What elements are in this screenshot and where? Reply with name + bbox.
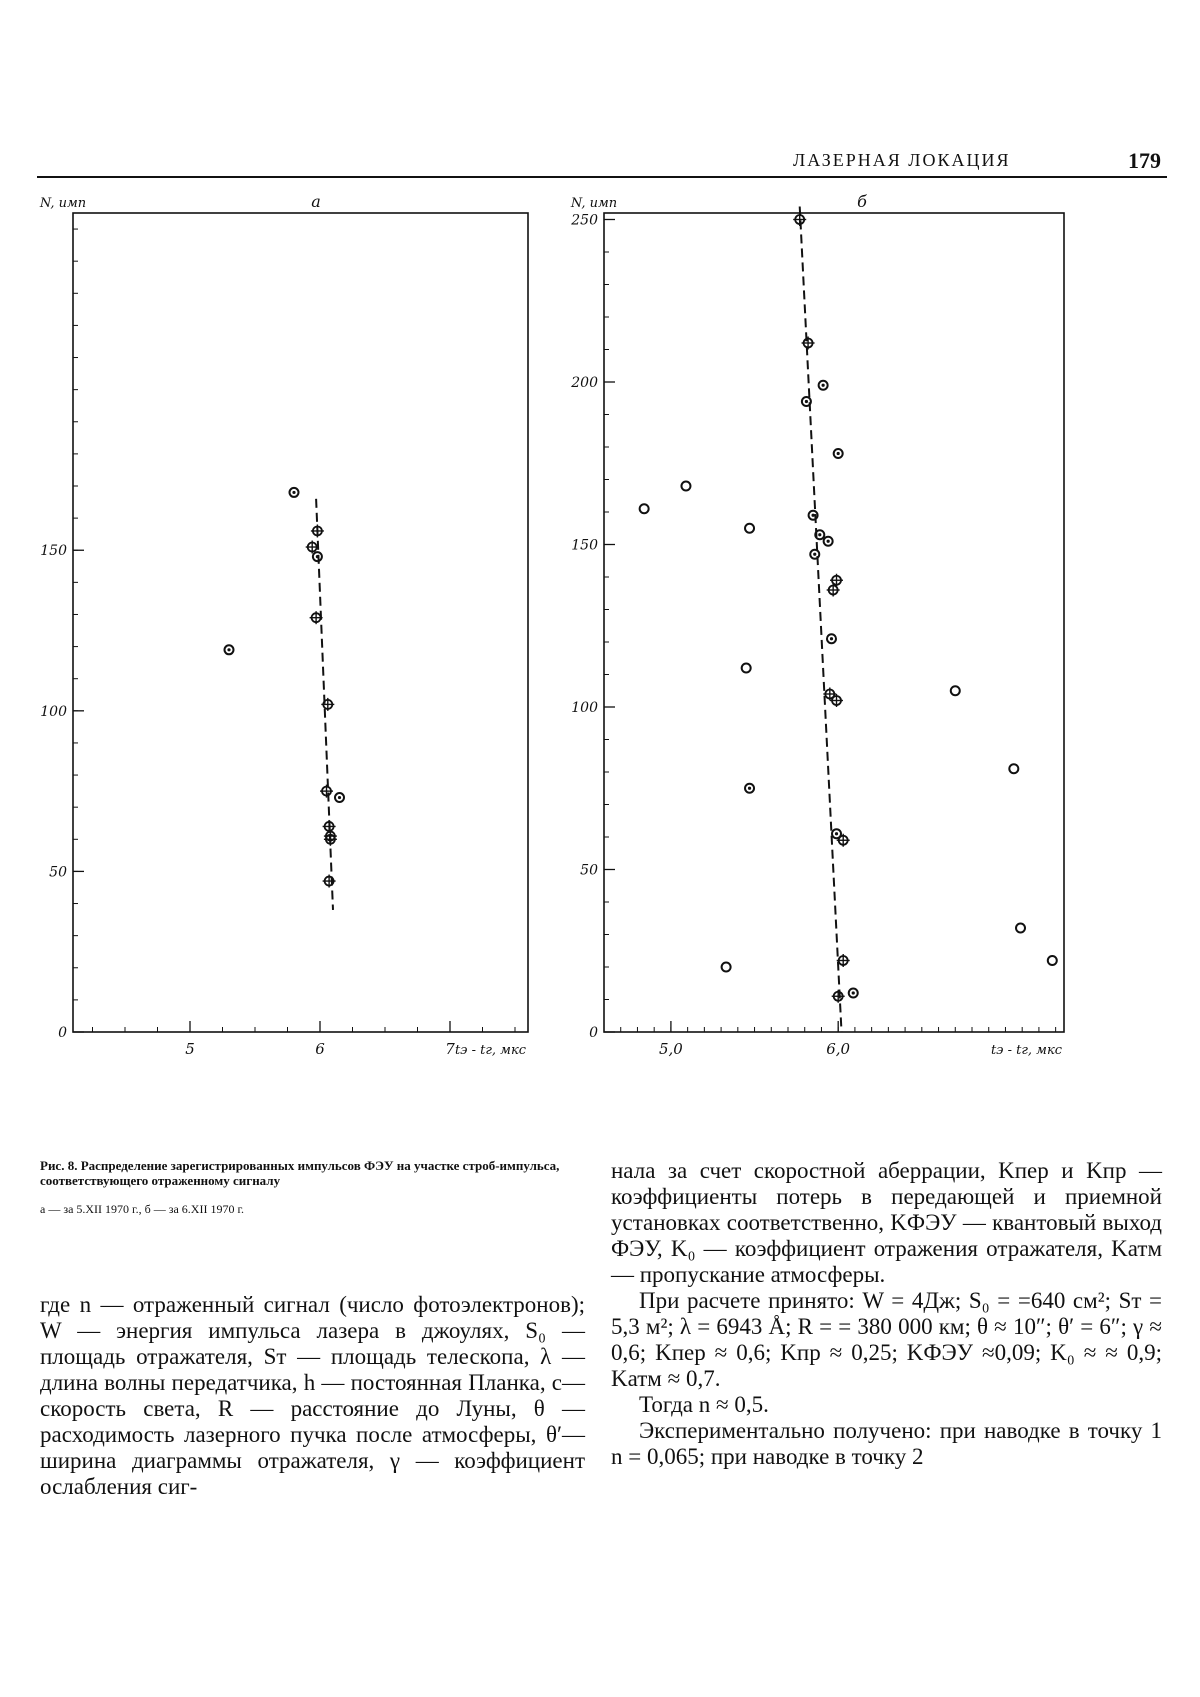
data-point-open-circle: [1048, 956, 1057, 965]
x-axis-label: tэ - tг, мкс: [454, 1043, 526, 1058]
data-point-open-circle: [1016, 924, 1025, 933]
right-paragraph-4: Экспериментально получено: при наводке в точку 1 n = 0,065; при наводке в точку 2: [611, 1418, 1162, 1469]
x-tick-label: 5: [185, 1040, 195, 1058]
running-head: [0, 148, 1200, 178]
data-point-open-circle: [742, 664, 751, 673]
figure-caption: [40, 1158, 585, 1217]
y-tick-label: 250: [571, 212, 598, 229]
data-point-crossed-circle: [837, 834, 850, 847]
y-tick-label: 0: [589, 1025, 598, 1041]
data-point-crossed-circle: [321, 698, 334, 711]
panel-label: б: [857, 192, 867, 211]
x-tick-label: 6,0: [826, 1040, 851, 1058]
y-axis-label: N, имп: [570, 196, 618, 211]
caption-sub: а — за 5.XII 1970 г., б — за 6.XII 1970 г.: [40, 1202, 245, 1216]
plot-frame: [604, 213, 1064, 1032]
data-point-dotted-circle: [225, 645, 234, 654]
data-point-dotted-circle: [819, 381, 828, 390]
y-tick-label: 150: [571, 537, 598, 554]
y-tick-label: 100: [571, 700, 598, 716]
y-tick-label: 50: [49, 864, 67, 881]
fit-line: [800, 207, 842, 1033]
data-point-crossed-circle: [323, 875, 336, 888]
chart-b: [570, 192, 1160, 1150]
y-tick-label: 200: [571, 375, 598, 391]
data-point-dotted-circle: [802, 397, 811, 406]
x-tick-label: 7: [445, 1040, 455, 1058]
data-point-dotted-circle: [849, 989, 858, 998]
chart-a: [39, 192, 590, 1150]
data-point-open-circle: [1009, 764, 1018, 773]
header-rule: [37, 176, 1167, 178]
page-number: 179: [1128, 148, 1161, 173]
y-axis-label: N, имп: [39, 196, 87, 211]
data-point-crossed-circle: [802, 337, 815, 350]
data-point-dotted-circle: [834, 449, 843, 458]
y-tick-label: 150: [40, 543, 67, 560]
data-point-dotted-circle: [313, 552, 322, 561]
data-point-crossed-circle: [830, 694, 843, 707]
data-point-open-circle: [640, 504, 649, 513]
data-point-dotted-circle: [745, 784, 754, 793]
data-point-dotted-circle: [810, 550, 819, 559]
running-title: ЛАЗЕРНАЯ ЛОКАЦИЯ: [793, 150, 1011, 170]
left-paragraph: где n — отраженный сигнал (число фотоэлектронов); W — энергия импульса лазера в джоулях, S₀ — площадь отражателя, Sт — площадь телескопа, λ — длина волны передатчика, h — постоянная Планка, c— скорость света, R — расстояние до Луны, θ — расходимость лазерного пучка после атмосферы, θ′— ширина диаграммы отражателя, γ — коэффициент ослабления сиг-: [40, 1292, 585, 1499]
body-text-right: [611, 1158, 1162, 1470]
data-point-crossed-circle: [311, 524, 324, 537]
data-point-crossed-circle: [832, 990, 845, 1003]
data-point-open-circle: [722, 963, 731, 972]
caption-main: Рис. 8. Распределение зарегистрированных импульсов ФЭУ на участке строб-импульса, соответствующего отраженному сигналу: [40, 1158, 560, 1188]
y-tick-label: 100: [40, 703, 67, 720]
body-text-left: [40, 1292, 585, 1500]
panel-label: а: [311, 192, 321, 211]
x-axis-label: tэ - tг, мкс: [990, 1043, 1062, 1058]
right-paragraph-3: Тогда n ≈ 0,5.: [639, 1392, 769, 1417]
y-tick-label: 50: [580, 862, 598, 879]
plot-frame: [73, 213, 528, 1032]
data-point-dotted-circle: [832, 829, 841, 838]
data-point-crossed-circle: [320, 785, 333, 798]
data-point-open-circle: [681, 482, 690, 491]
x-tick-label: 5,0: [658, 1040, 683, 1058]
data-point-dotted-circle: [824, 537, 833, 546]
data-point-dotted-circle: [290, 488, 299, 497]
x-tick-label: 6: [315, 1040, 325, 1058]
data-point-dotted-circle: [827, 634, 836, 643]
y-tick-label: 0: [58, 1025, 67, 1041]
data-point-open-circle: [951, 686, 960, 695]
data-point-crossed-circle: [793, 213, 806, 226]
right-paragraph-1: нала за счет скоростной аберрации, Kпер и Kпр — коэффициенты потерь в передающей и приемной установках соответственно, KФЭУ — квантовый выход ФЭУ, K₀ — коэффициент отражения отражателя, Kатм — пропускание атмосферы.: [611, 1158, 1162, 1287]
data-point-open-circle: [745, 524, 754, 533]
right-paragraph-2: При расчете принято: W = 4Дж; S₀ = =640 см²; Sт = 5,3 м²; λ = 6943 Å; R = = 380 000 км; θ ≈ 10″; θ′ = 6″; γ ≈ 0,6; Kпер ≈ 0,6; Kпр ≈ 0,25; KФЭУ ≈0,09; K₀ ≈ ≈ 0,9; Kатм ≈ 0,7.: [611, 1288, 1162, 1391]
data-point-dotted-circle: [335, 793, 344, 802]
